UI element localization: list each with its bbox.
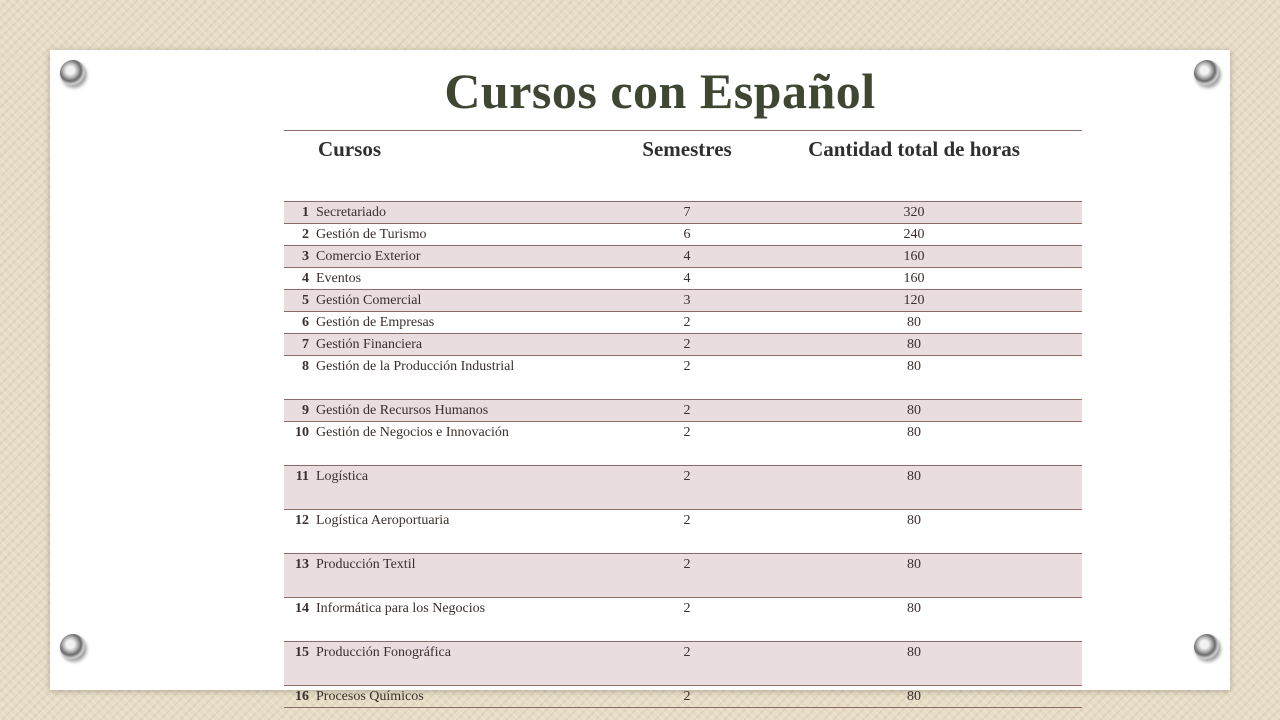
course-hours: 160 (746, 246, 1082, 268)
table-row (284, 400, 1082, 422)
course-semesters: 7 (628, 202, 746, 224)
row-number: 5 (284, 290, 312, 312)
table-row (284, 598, 1082, 642)
table-row (284, 312, 1082, 334)
table-row (284, 686, 1082, 708)
header-semesters: Semestres (628, 131, 746, 202)
row-number: 16 (284, 686, 312, 708)
table-row (284, 268, 1082, 290)
course-hours: 80 (746, 598, 1082, 642)
course-name: Logística Aeroportuaria (312, 510, 628, 554)
table-row (284, 466, 1082, 510)
course-semesters: 4 (628, 246, 746, 268)
course-hours: 80 (746, 642, 1082, 686)
row-number: 13 (284, 554, 312, 598)
course-hours: 80 (746, 312, 1082, 334)
row-number: 2 (284, 224, 312, 246)
row-number: 8 (284, 356, 312, 400)
row-number: 7 (284, 334, 312, 356)
course-hours: 80 (746, 400, 1082, 422)
course-hours: 160 (746, 268, 1082, 290)
row-number: 15 (284, 642, 312, 686)
course-name: Gestión de Recursos Humanos (312, 400, 628, 422)
course-semesters: 2 (628, 400, 746, 422)
row-number: 6 (284, 312, 312, 334)
course-hours: 80 (746, 510, 1082, 554)
course-semesters: 6 (628, 224, 746, 246)
course-name: Gestión Comercial (312, 290, 628, 312)
header-courses: Cursos (284, 131, 628, 202)
course-name: Secretariado (312, 202, 628, 224)
course-name: Eventos (312, 268, 628, 290)
course-name: Producción Textil (312, 554, 628, 598)
course-semesters: 2 (628, 554, 746, 598)
table-row (284, 202, 1082, 224)
course-name: Gestión de Turismo (312, 224, 628, 246)
table-row (284, 224, 1082, 246)
course-semesters: 2 (628, 466, 746, 510)
table-row (284, 356, 1082, 400)
table-row (284, 642, 1082, 686)
course-hours: 80 (746, 686, 1082, 708)
row-number: 1 (284, 202, 312, 224)
course-name: Gestión Financiera (312, 334, 628, 356)
course-name: Informática para los Negocios (312, 598, 628, 642)
course-semesters: 2 (628, 312, 746, 334)
course-semesters: 2 (628, 642, 746, 686)
course-semesters: 2 (628, 422, 746, 466)
course-hours: 80 (746, 554, 1082, 598)
course-hours: 80 (746, 356, 1082, 400)
course-hours: 120 (746, 290, 1082, 312)
course-name: Gestión de Negocios e Innovación (312, 422, 628, 466)
row-number: 14 (284, 598, 312, 642)
header-hours: Cantidad total de horas (746, 131, 1082, 202)
courses-table (284, 130, 1082, 708)
row-number: 11 (284, 466, 312, 510)
course-hours: 80 (746, 466, 1082, 510)
pin-bottom-left-icon (60, 634, 86, 660)
course-semesters: 3 (628, 290, 746, 312)
course-semesters: 2 (628, 686, 746, 708)
course-name: Gestión de Empresas (312, 312, 628, 334)
row-number: 12 (284, 510, 312, 554)
course-hours: 240 (746, 224, 1082, 246)
table-row (284, 510, 1082, 554)
course-hours: 320 (746, 202, 1082, 224)
table-row (284, 290, 1082, 312)
course-name: Comercio Exterior (312, 246, 628, 268)
course-name: Procesos Químicos (312, 686, 628, 708)
course-semesters: 2 (628, 334, 746, 356)
course-name: Logística (312, 466, 628, 510)
course-semesters: 2 (628, 510, 746, 554)
course-hours: 80 (746, 334, 1082, 356)
page-title: Cursos con Español (444, 63, 876, 119)
row-number: 3 (284, 246, 312, 268)
table-row (284, 334, 1082, 356)
pin-bottom-right-icon (1194, 634, 1220, 660)
course-semesters: 2 (628, 356, 746, 400)
course-name: Producción Fonográfica (312, 642, 628, 686)
course-name: Gestión de la Producción Industrial (312, 356, 628, 400)
table-row (284, 554, 1082, 598)
course-semesters: 4 (628, 268, 746, 290)
table-header-row (284, 131, 1082, 202)
row-number: 4 (284, 268, 312, 290)
table-row (284, 422, 1082, 466)
course-hours: 80 (746, 422, 1082, 466)
course-semesters: 2 (628, 598, 746, 642)
row-number: 10 (284, 422, 312, 466)
row-number: 9 (284, 400, 312, 422)
table-row (284, 246, 1082, 268)
